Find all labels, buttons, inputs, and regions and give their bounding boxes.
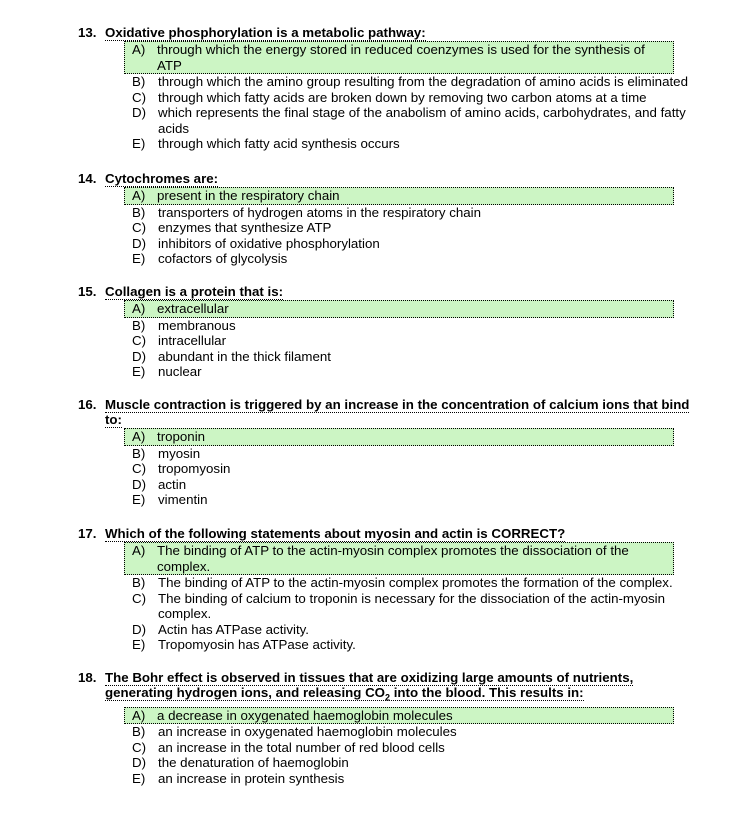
option-text: through which the energy stored in reduced coenzymes is used for the synthesis of ATP <box>157 42 645 73</box>
question-text: Which of the following statements about myosin and actin is CORRECT? <box>105 526 566 541</box>
question-number: 13. <box>78 25 97 40</box>
option-text: present in the respiratory chain <box>157 188 340 203</box>
question-stem <box>78 670 698 706</box>
option-b[interactable] <box>78 205 698 221</box>
option-text: tropomyosin <box>158 461 231 476</box>
option-text: intracellular <box>158 333 226 348</box>
option-d[interactable] <box>78 477 698 493</box>
option-c[interactable] <box>78 220 698 236</box>
option-text: nuclear <box>158 364 202 379</box>
option-letter: B) <box>132 445 146 461</box>
question-number: 14. <box>78 171 97 186</box>
option-c[interactable] <box>78 740 698 756</box>
option-text: inhibitors of oxidative phosphorylation <box>158 235 380 251</box>
question-number: 15. <box>78 284 97 299</box>
option-a-correct[interactable] <box>124 41 674 74</box>
option-letter: E) <box>132 637 146 652</box>
question-13 <box>78 25 698 152</box>
question-stem <box>78 171 698 186</box>
option-text: a decrease in oxygenated haemoglobin molecules <box>157 707 453 723</box>
option-e[interactable] <box>78 637 698 653</box>
option-letter: C) <box>132 220 147 235</box>
option-letter: E) <box>132 364 146 379</box>
option-a-correct[interactable] <box>124 542 674 575</box>
option-letter: B) <box>132 724 146 740</box>
option-letter: C) <box>132 89 147 105</box>
option-letter: D) <box>132 621 147 637</box>
option-a-correct[interactable] <box>124 300 674 318</box>
option-letter: D) <box>132 235 147 251</box>
question-stem <box>78 526 698 541</box>
option-c[interactable] <box>78 591 698 622</box>
option-letter: A) <box>132 707 146 723</box>
option-e[interactable] <box>78 492 698 508</box>
option-text: myosin <box>158 445 201 461</box>
option-letter: A) <box>132 543 146 558</box>
question-15 <box>78 284 698 380</box>
question-18 <box>78 670 698 786</box>
option-b[interactable] <box>78 74 698 90</box>
option-text: Actin has ATPase activity. <box>158 621 310 637</box>
option-letter: C) <box>132 590 147 606</box>
option-text: which represents the final stage of the anabolism of amino acids, carbohydrates, and fatty acids <box>158 105 686 136</box>
option-text: through which fatty acid synthesis occurs <box>158 136 400 151</box>
option-letter: C) <box>132 739 147 755</box>
option-letter: E) <box>132 136 146 151</box>
question-number: 16. <box>78 397 97 412</box>
question-stem <box>78 284 698 299</box>
option-text: troponin <box>157 429 206 444</box>
question-17 <box>78 526 698 653</box>
option-letter: A) <box>132 301 146 316</box>
option-d[interactable] <box>78 622 698 638</box>
option-text: membranous <box>158 317 236 333</box>
stem-part: The Bohr effect is observed in tissues that are oxidizing large amounts of nutrients, generating hydrogen ions, and releasing CO <box>105 670 634 700</box>
question-text: Cytochromes are: <box>105 171 219 186</box>
option-b[interactable] <box>78 318 698 334</box>
option-letter: E) <box>132 251 146 266</box>
option-text: abundant in the thick filament <box>158 348 331 364</box>
option-letter: D) <box>132 105 147 120</box>
option-letter: B) <box>132 317 146 333</box>
option-c[interactable] <box>78 333 698 349</box>
question-number: 18. <box>78 670 97 685</box>
option-b[interactable] <box>78 724 698 740</box>
option-text: an increase in the total number of red blood cells <box>158 739 445 755</box>
option-text: The binding of ATP to the actin-myosin complex promotes the formation of the complex. <box>158 575 673 590</box>
option-text: an increase in oxygenated haemoglobin molecules <box>158 724 457 740</box>
option-e[interactable] <box>78 364 698 380</box>
question-stem <box>78 397 698 427</box>
option-d[interactable] <box>78 236 698 252</box>
option-d[interactable] <box>78 349 698 365</box>
option-text: actin <box>158 476 187 492</box>
option-text: extracellular <box>157 301 229 316</box>
option-text: enzymes that synthesize ATP <box>158 220 332 235</box>
question-stem <box>78 25 698 40</box>
option-text: through which fatty acids are broken down by removing two carbon atoms at a time <box>158 89 647 105</box>
subscript: 2 <box>385 692 391 703</box>
option-b[interactable] <box>78 575 698 591</box>
option-a-correct[interactable] <box>124 187 674 205</box>
option-text: vimentin <box>158 492 208 507</box>
question-16 <box>78 397 698 508</box>
option-c[interactable] <box>78 90 698 106</box>
option-e[interactable] <box>78 136 698 152</box>
option-a-correct[interactable] <box>124 707 674 725</box>
option-letter: B) <box>132 575 146 590</box>
option-d[interactable] <box>78 105 698 136</box>
option-letter: A) <box>132 429 146 444</box>
option-text: cofactors of glycolysis <box>158 251 288 266</box>
option-a-correct[interactable] <box>124 428 674 446</box>
option-letter: C) <box>132 461 147 476</box>
question-14 <box>78 171 698 267</box>
option-text: through which the amino group resulting from the degradation of amino acids is eliminated <box>158 74 688 89</box>
option-letter: B) <box>132 74 146 89</box>
option-letter: A) <box>132 42 146 57</box>
option-e[interactable] <box>78 251 698 267</box>
option-letter: D) <box>132 476 147 492</box>
option-text: transporters of hydrogen atoms in the respiratory chain <box>158 204 481 220</box>
option-text: The binding of ATP to the actin-myosin complex promotes the dissociation of the complex. <box>157 543 629 574</box>
question-number: 17. <box>78 526 97 541</box>
option-letter: D) <box>132 348 147 364</box>
option-b[interactable] <box>78 446 698 462</box>
option-text: The binding of calcium to troponin is necessary for the dissociation of the actin-myosin complex. <box>158 590 666 621</box>
option-d[interactable] <box>78 755 698 771</box>
option-letter: E) <box>132 492 146 507</box>
option-letter: A) <box>132 188 146 203</box>
option-text: an increase in protein synthesis <box>158 770 345 786</box>
question-text: Collagen is a protein that is: <box>105 284 284 299</box>
option-letter: E) <box>132 770 146 786</box>
option-e[interactable] <box>78 771 698 787</box>
option-letter: C) <box>132 333 147 348</box>
question-text <box>105 670 633 701</box>
option-text: the denaturation of haemoglobin <box>158 755 349 771</box>
question-text: Muscle contraction is triggered by an increase in the concentration of calcium ions that bind to: <box>105 397 690 427</box>
option-letter: D) <box>132 755 147 771</box>
stem-part: into the blood. This results in: <box>390 685 584 700</box>
option-c[interactable] <box>78 461 698 477</box>
option-text: Tropomyosin has ATPase activity. <box>158 637 356 652</box>
question-text: Oxidative phosphorylation is a metabolic pathway: <box>105 25 426 40</box>
option-letter: B) <box>132 204 146 220</box>
